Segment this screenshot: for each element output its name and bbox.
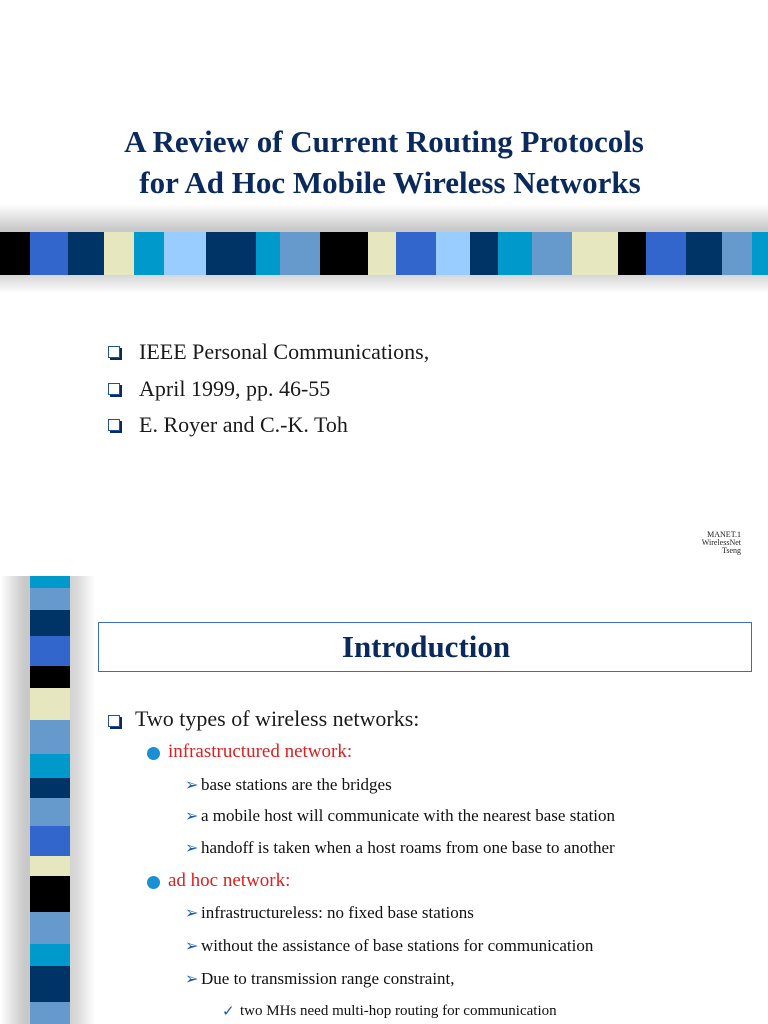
footer-line: MANET.1 <box>707 530 741 539</box>
infra-label: infrastructured network: <box>168 741 353 762</box>
infra-heading <box>147 741 352 763</box>
list-item <box>185 936 593 956</box>
arrow-bullet-icon: ➢ <box>185 806 199 825</box>
arrow-bullet-icon: ➢ <box>185 936 199 955</box>
arrow-bullet-icon: ➢ <box>185 903 199 922</box>
check-bullet-icon: ✓ <box>222 1002 235 1020</box>
decorative-color-band <box>0 232 768 275</box>
list-item <box>108 371 429 408</box>
square-bullet-icon <box>108 346 120 358</box>
band-block <box>30 232 68 275</box>
round-bullet-icon <box>147 876 160 889</box>
band-block <box>532 232 572 275</box>
band-block <box>646 232 686 275</box>
band-block <box>280 232 320 275</box>
list-item-text: IEEE Personal Communications, <box>139 339 430 364</box>
slide-footer <box>702 531 741 555</box>
band-block <box>30 588 70 610</box>
list-item-text: handoff is taken when a host roams from one base to another <box>201 838 615 857</box>
band-block <box>686 232 722 275</box>
title-line-2: for Ad Hoc Mobile Wireless Networks <box>139 165 641 200</box>
band-block <box>206 232 256 275</box>
band-block <box>30 944 70 966</box>
list-item-text: infrastructureless: no fixed base stations <box>201 903 474 922</box>
list-item-text: two MHs need multi-hop routing for communication <box>240 1003 557 1019</box>
band-block <box>320 232 368 275</box>
list-item <box>185 903 474 923</box>
arrow-bullet-icon: ➢ <box>185 775 199 794</box>
list-item <box>185 806 615 826</box>
band-block <box>30 688 70 720</box>
band-block <box>30 912 70 944</box>
band-block <box>30 720 70 754</box>
band-block <box>752 232 768 275</box>
band-block <box>498 232 532 275</box>
list-item-text: base stations are the bridges <box>201 775 392 794</box>
list-item-text: a mobile host will communicate with the nearest base station <box>201 806 616 825</box>
list-item <box>108 334 429 371</box>
band-block <box>30 826 70 856</box>
square-bullet-icon <box>108 715 120 727</box>
band-block <box>30 778 70 798</box>
adhoc-heading <box>147 870 290 892</box>
list-item-text: without the assistance of base stations for communication <box>201 936 594 955</box>
slide-1-title <box>0 121 768 203</box>
band-block <box>436 232 470 275</box>
footer-line: WirelessNet <box>701 538 741 547</box>
list-item <box>185 969 455 989</box>
square-bullet-icon <box>108 383 120 395</box>
level1-item <box>108 706 419 732</box>
band-block <box>30 666 70 688</box>
list-item <box>108 407 429 444</box>
band-block <box>722 232 752 275</box>
band-block <box>30 610 70 636</box>
arrow-bullet-icon: ➢ <box>185 838 199 857</box>
band-block <box>470 232 498 275</box>
band-block <box>30 798 70 826</box>
band-block <box>0 232 30 275</box>
band-block <box>104 232 134 275</box>
list-item <box>185 775 392 795</box>
band-block <box>30 576 70 588</box>
band-block <box>572 232 618 275</box>
band-block <box>30 966 70 1002</box>
band-block <box>164 232 206 275</box>
band-block <box>368 232 396 275</box>
arrow-bullet-icon: ➢ <box>185 969 199 988</box>
band-block <box>30 1002 70 1024</box>
reference-list <box>108 334 429 444</box>
band-block <box>30 856 70 876</box>
band-block <box>30 876 70 912</box>
band-block <box>68 232 104 275</box>
title-line-1: A Review of Current Routing Protocols <box>124 124 644 159</box>
list-item-text: April 1999, pp. 46-55 <box>139 375 331 401</box>
band-block <box>30 636 70 666</box>
band-block <box>30 754 70 778</box>
band-block <box>618 232 646 275</box>
band-block <box>396 232 436 275</box>
list-item-text: E. Royer and C.-K. Toh <box>139 412 348 437</box>
list-item <box>185 838 615 858</box>
slide-2 <box>0 576 768 1024</box>
band-block <box>256 232 280 275</box>
round-bullet-icon <box>147 747 160 760</box>
adhoc-label: ad hoc network: <box>168 870 291 891</box>
square-bullet-icon <box>108 419 120 431</box>
footer-line: Tseng <box>722 546 741 555</box>
band-block <box>134 232 164 275</box>
level1-text: Two types of wireless networks: <box>135 706 420 731</box>
intro-title-box <box>98 622 752 672</box>
list-item-text: Due to transmission range constraint, <box>201 969 455 988</box>
page-title: Introduction <box>341 629 511 664</box>
list-item <box>222 1003 557 1020</box>
decorative-vertical-band <box>30 576 70 1024</box>
